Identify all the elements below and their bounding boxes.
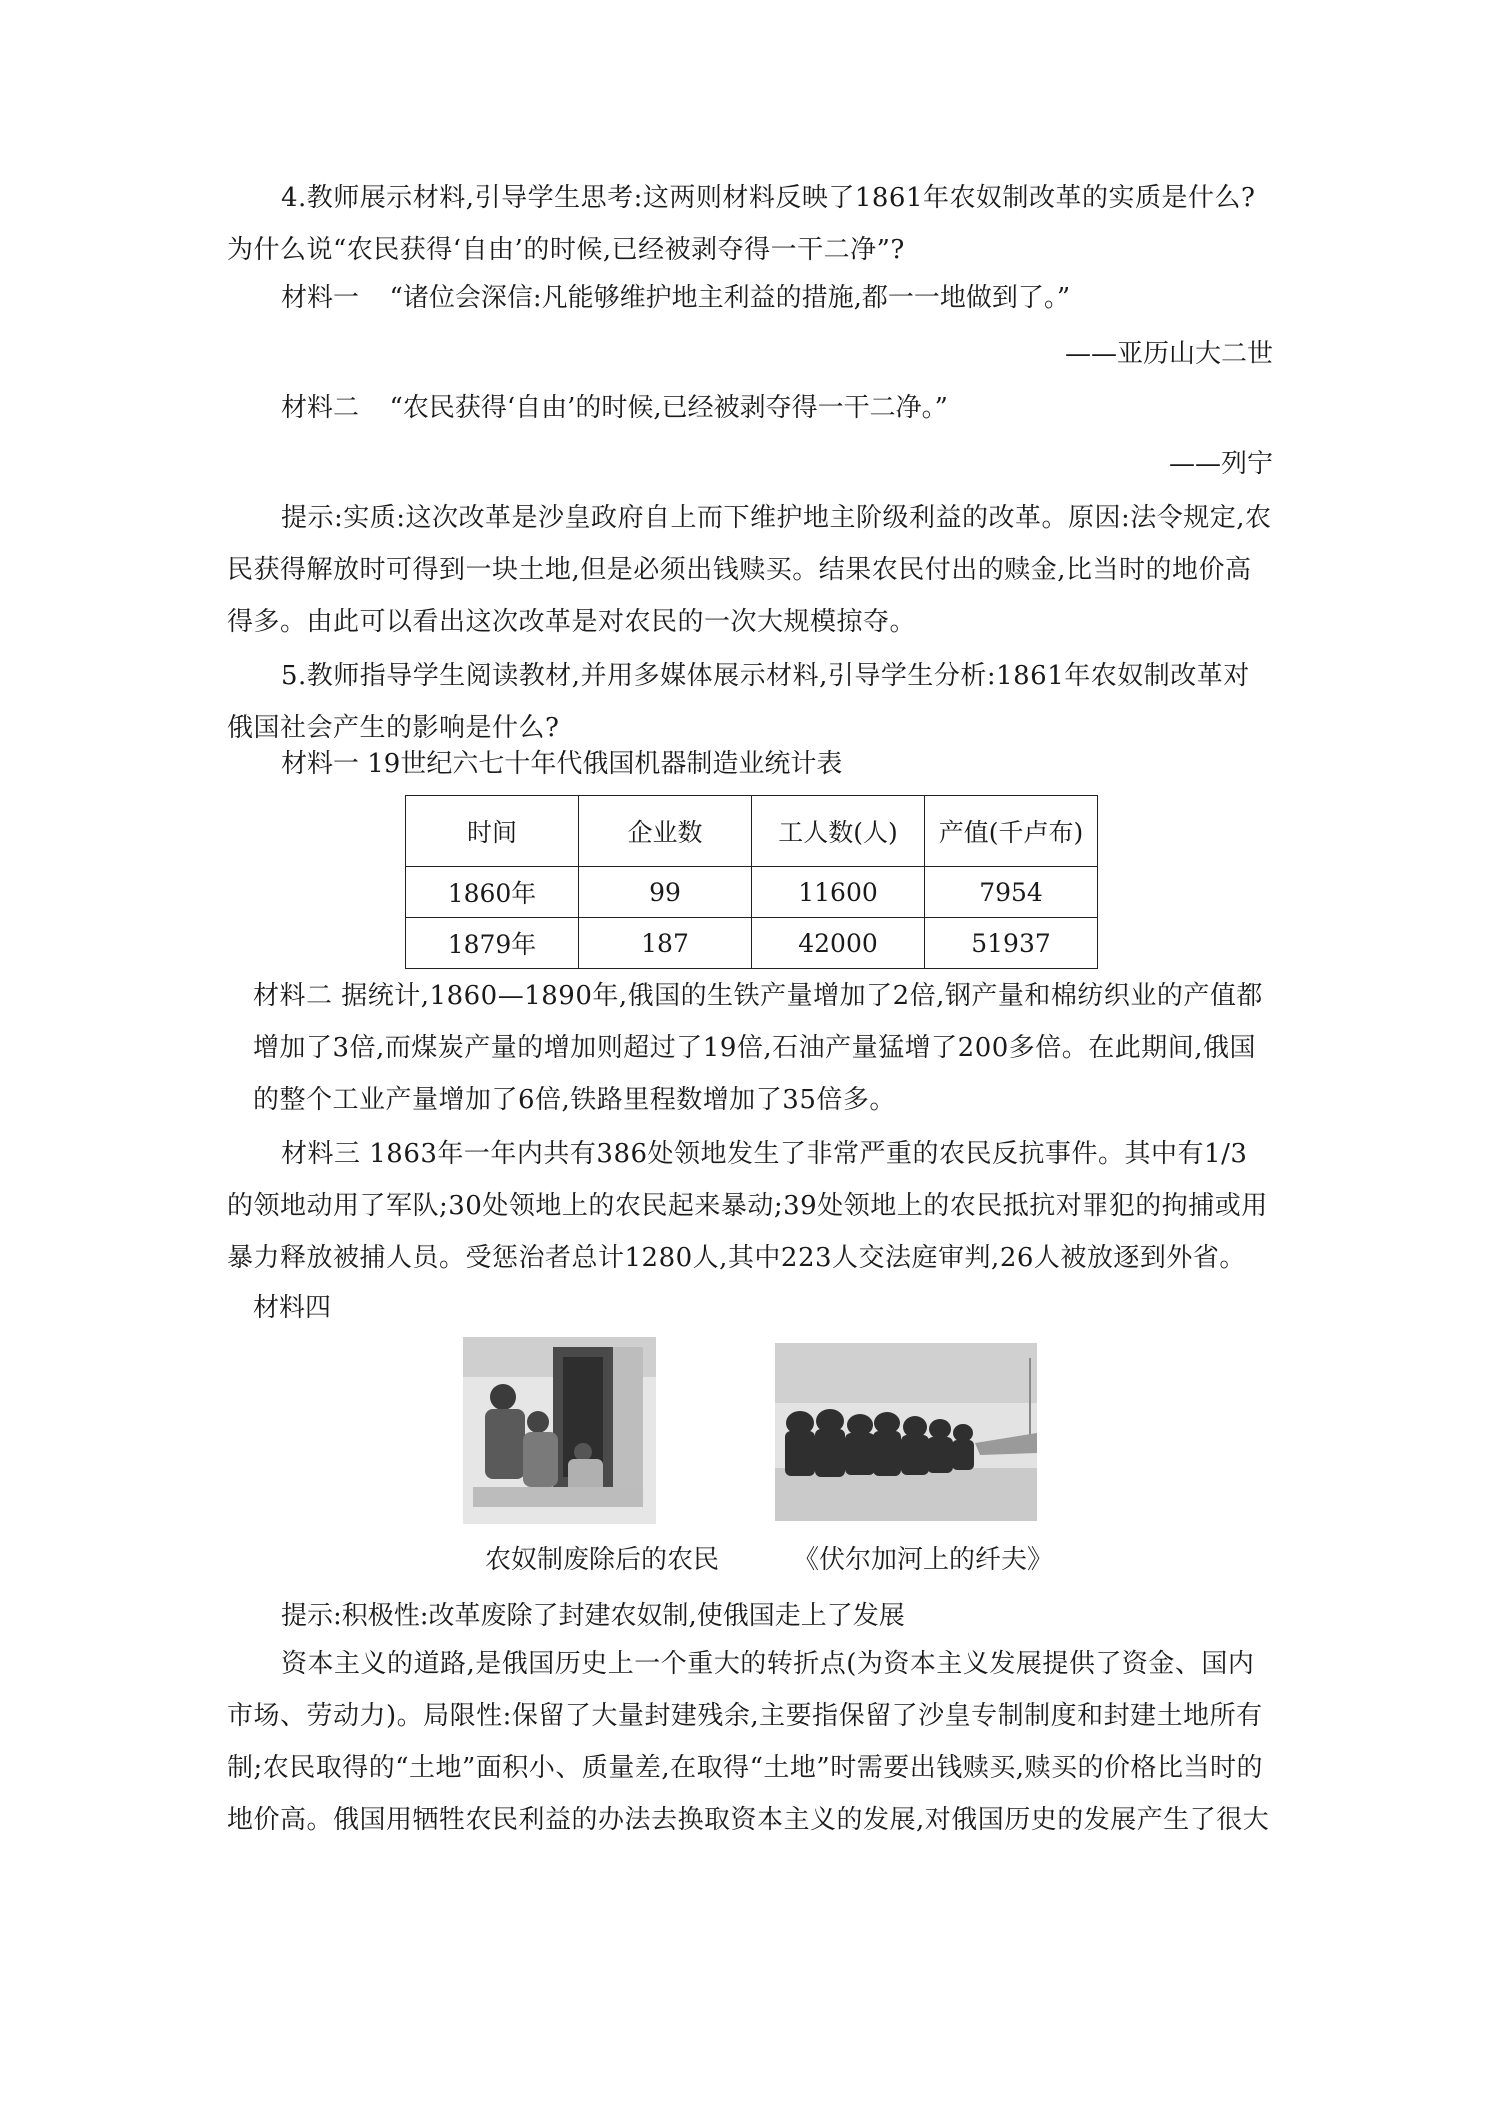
section5-hint-rest: 资本主义的道路,是俄国历史上一个重大的转折点(为资本主义发展提供了资金、国内市场、劳动力)。局限性:保留了大量封建残余,主要指保留了沙皇专制制度和封建土地所有制;农民取得的“土地”面积小、质量差,在取得“土地”时需要出钱赎买,赎买的价格比当时的地价高。俄国用牺牲农民利益的办法去换取资本主义的发展,对俄国历史的发展产生了很大 [227,1649,1270,1835]
section5-material3: 材料三 1863年一年内共有386处领地发生了非常严重的农民反抗事件。其中有1/3的领地动用了军队;30处领地上的农民起来暴动;39处领地上的农民抵抗对罪犯的拘捕或用暴力释放被捕人员。受惩治者总计1280人,其中223人交法庭审判,26人被放逐到外省。 [227,1139,1268,1273]
section4-hint: 提示:实质:这次改革是沙皇政府自上而下维护地主阶级利益的改革。原因:法令规定,农民获得解放时可得到一块土地,但是必须出钱赎买。结果农民付出的赎金,比当时的地价高得多。由此可以看出这次改革是对农民的一次大规模掠夺。 [227,503,1272,637]
material4-label: 材料四 [253,1293,332,1323]
table-header-row [406,796,1098,867]
table-cell: 1879年 [406,918,579,969]
statistics-table [405,795,1098,969]
table-title: 材料一 19世纪六七十年代俄国机器制造业统计表 [281,749,843,779]
material1-label: 材料一 [281,283,360,313]
image2-caption: 《伏尔加河上的纤夫》 [793,1545,1054,1575]
table-cell: 51937 [925,918,1098,969]
table-header-cell: 产值(千卢布) [925,796,1098,867]
table-header-cell: 时间 [406,796,579,867]
section5-material2 [253,970,1273,1126]
section4-material2 [281,388,948,428]
section4-question: 4.教师展示材料,引导学生思考:这两则材料反映了1861年农奴制改革的实质是什么?为什么说“农民获得‘自由’的时候,已经被剥夺得一干二净”? [227,183,1256,265]
material2-paragraph: 材料二 据统计,1860—1890年,俄国的生铁产量增加了2倍,钢产量和棉纺织业的产值都增加了3倍,而煤炭产量的增加则超过了19倍,石油产量猛增了200多倍。在此期间,俄国的整个工业产量增加了6倍,铁路里程数增加了35倍多。 [253,981,1263,1115]
table-cell: 7954 [925,867,1098,918]
table-header-cell: 工人数(人) [752,796,925,867]
section5-hint-line1: 提示:积极性:改革废除了封建农奴制,使俄国走上了发展 [281,1601,905,1631]
table-row [406,867,1098,918]
table-cell: 11600 [752,867,925,918]
table-cell: 1860年 [406,867,579,918]
table-cell: 42000 [752,918,925,969]
material2-source: ——列宁 [1168,449,1273,479]
material1-text: “诸位会深信:凡能够维护地主利益的措施,都一一地做到了。” [389,283,1071,313]
image1-caption: 农奴制废除后的农民 [485,1545,720,1575]
table-header-cell: 企业数 [579,796,752,867]
peasants-photo [463,1337,656,1524]
table-cell: 187 [579,918,752,969]
barge-haulers-painting [775,1343,1037,1521]
material2-label: 材料二 [281,393,360,423]
peasants-illustration [463,1337,656,1524]
section4-material1 [281,278,1070,318]
table-cell: 99 [579,867,752,918]
section5-question: 5.教师指导学生阅读教材,并用多媒体展示材料,引导学生分析:1861年农奴制改革对俄国社会产生的影响是什么? [227,661,1250,743]
material1-source: ——亚历山大二世 [1064,339,1273,369]
table-row [406,918,1098,969]
barge-haulers-illustration [775,1343,1037,1521]
material2-text: “农民获得‘自由’的时候,已经被剥夺得一干二净。” [389,393,948,423]
